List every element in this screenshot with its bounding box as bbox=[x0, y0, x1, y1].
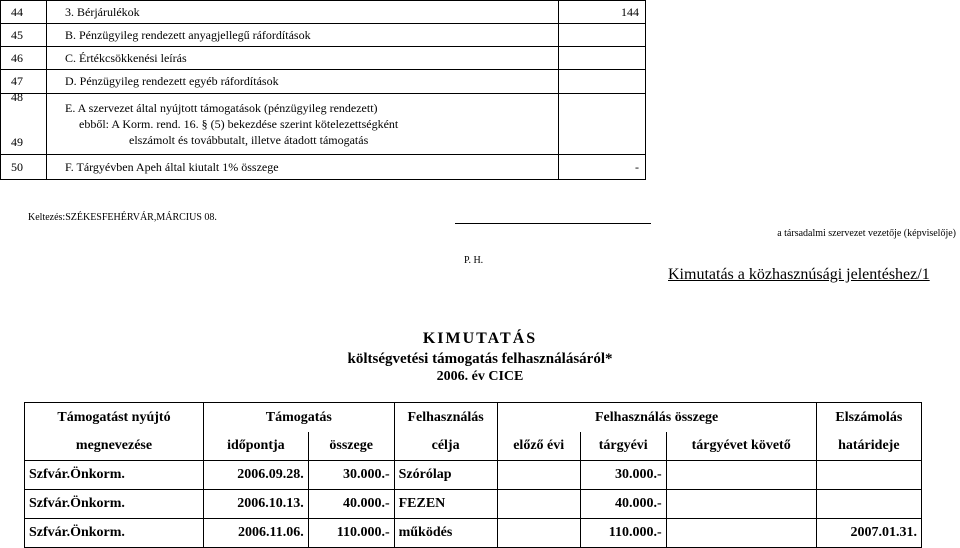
next-year-cell bbox=[666, 519, 816, 548]
report-subtitle: költségvetési támogatás felhasználásáról* bbox=[347, 351, 613, 367]
column-header: megnevezése bbox=[25, 432, 204, 461]
grantor-cell: Szfvár.Önkorm. bbox=[25, 461, 204, 490]
column-header: Felhasználás összege bbox=[497, 403, 816, 433]
row-label: E. A szervezet által nyújtott támogatások (pénzügyileg rendezett) bbox=[65, 101, 378, 115]
column-header: tárgyévet követő bbox=[666, 432, 816, 461]
row-value bbox=[559, 24, 646, 47]
grantor-cell: Szfvár.Önkorm. bbox=[25, 519, 204, 548]
row-label: B. Pénzügyileg rendezett anyagjellegű ráfordítások bbox=[65, 27, 311, 42]
table-row bbox=[25, 519, 922, 548]
next-year-cell bbox=[666, 461, 816, 490]
deadline-cell bbox=[816, 461, 921, 490]
row-label: 3. Bérjárulékok bbox=[65, 4, 140, 19]
column-header: összege bbox=[308, 432, 394, 461]
row-number: 44 bbox=[1, 1, 47, 24]
grantor-cell: Szfvár.Önkorm. bbox=[25, 490, 204, 519]
row-number: 50 bbox=[1, 155, 47, 180]
purpose-cell: működés bbox=[394, 519, 497, 548]
signature-caption: a társadalmi szervezet vezetője (képviselője) bbox=[777, 228, 956, 239]
amount-cell: 40.000.- bbox=[308, 490, 394, 519]
header-row bbox=[25, 403, 922, 433]
prev-year-cell bbox=[497, 519, 580, 548]
amount-cell: 110.000.- bbox=[308, 519, 394, 548]
column-header: időpontja bbox=[204, 432, 309, 461]
current-year-cell: 30.000.- bbox=[580, 461, 666, 490]
table-row bbox=[25, 461, 922, 490]
row-number: 48 bbox=[11, 90, 23, 104]
row-label: C. Értékcsökkenési leírás bbox=[65, 50, 187, 65]
report-title: KIMUTATÁS bbox=[422, 330, 538, 347]
date-cell: 2006.10.13. bbox=[204, 490, 309, 519]
table-row bbox=[25, 490, 922, 519]
column-header: Elszámolás bbox=[816, 403, 921, 433]
row-label: elszámolt és továbbutalt, illetve átadott támogatás bbox=[129, 133, 369, 147]
table-row bbox=[1, 24, 646, 47]
prev-year-cell bbox=[497, 461, 580, 490]
column-header: célja bbox=[394, 432, 497, 461]
row-label: F. Tárgyévben Apeh által kiutalt 1% összege bbox=[65, 159, 279, 174]
row-value: 144 bbox=[559, 1, 646, 24]
column-header: Felhasználás bbox=[394, 403, 497, 433]
column-header: határideje bbox=[816, 432, 921, 461]
purpose-cell: Szórólap bbox=[394, 461, 497, 490]
next-year-cell bbox=[666, 490, 816, 519]
deadline-cell bbox=[816, 490, 921, 519]
row-value bbox=[559, 70, 646, 94]
date-cell: 2006.11.06. bbox=[204, 519, 309, 548]
row-value: - bbox=[559, 155, 646, 180]
stamp-placeholder: P. H. bbox=[464, 255, 484, 266]
table-row bbox=[1, 155, 646, 180]
current-year-cell: 110.000.- bbox=[580, 519, 666, 548]
purpose-cell: FEZEN bbox=[394, 490, 497, 519]
row-value bbox=[559, 94, 646, 155]
row-label-group bbox=[47, 94, 559, 155]
current-year-cell: 40.000.- bbox=[580, 490, 666, 519]
row-label: D. Pénzügyileg rendezett egyéb ráfordítások bbox=[65, 74, 279, 88]
table-row bbox=[1, 94, 646, 155]
row-number: 45 bbox=[1, 24, 47, 47]
row-number: 49 bbox=[11, 135, 23, 149]
column-header: Támogatást nyújtó bbox=[25, 403, 204, 433]
expense-table bbox=[0, 0, 646, 180]
table-row bbox=[1, 47, 646, 70]
date-cell: 2006.09.28. bbox=[204, 461, 309, 490]
report-year: 2006. év CICE bbox=[436, 369, 524, 384]
row-label: ebből: A Korm. rend. 16. § (5) bekezdése szerint kötelezettségként bbox=[79, 117, 399, 131]
header-row bbox=[25, 432, 922, 461]
row-number-pair bbox=[1, 90, 47, 155]
deadline-cell: 2007.01.31. bbox=[816, 519, 921, 548]
prev-year-cell bbox=[497, 490, 580, 519]
amount-cell: 30.000.- bbox=[308, 461, 394, 490]
row-number: 47 bbox=[1, 70, 47, 94]
row-number: 46 bbox=[1, 47, 47, 70]
annex-title: Kimutatás a közhasznúsági jelentéshez/1 bbox=[668, 266, 930, 283]
table-row bbox=[1, 70, 646, 94]
column-header: tárgyévi bbox=[580, 432, 666, 461]
grant-table bbox=[24, 402, 922, 548]
row-value bbox=[559, 47, 646, 70]
place-date: Keltezés:SZÉKESFEHÉRVÁR,MÁRCIUS 08. bbox=[28, 212, 217, 223]
column-header: Támogatás bbox=[204, 403, 395, 433]
column-header: előző évi bbox=[497, 432, 580, 461]
table-row bbox=[1, 1, 646, 24]
signature-line bbox=[455, 223, 651, 224]
